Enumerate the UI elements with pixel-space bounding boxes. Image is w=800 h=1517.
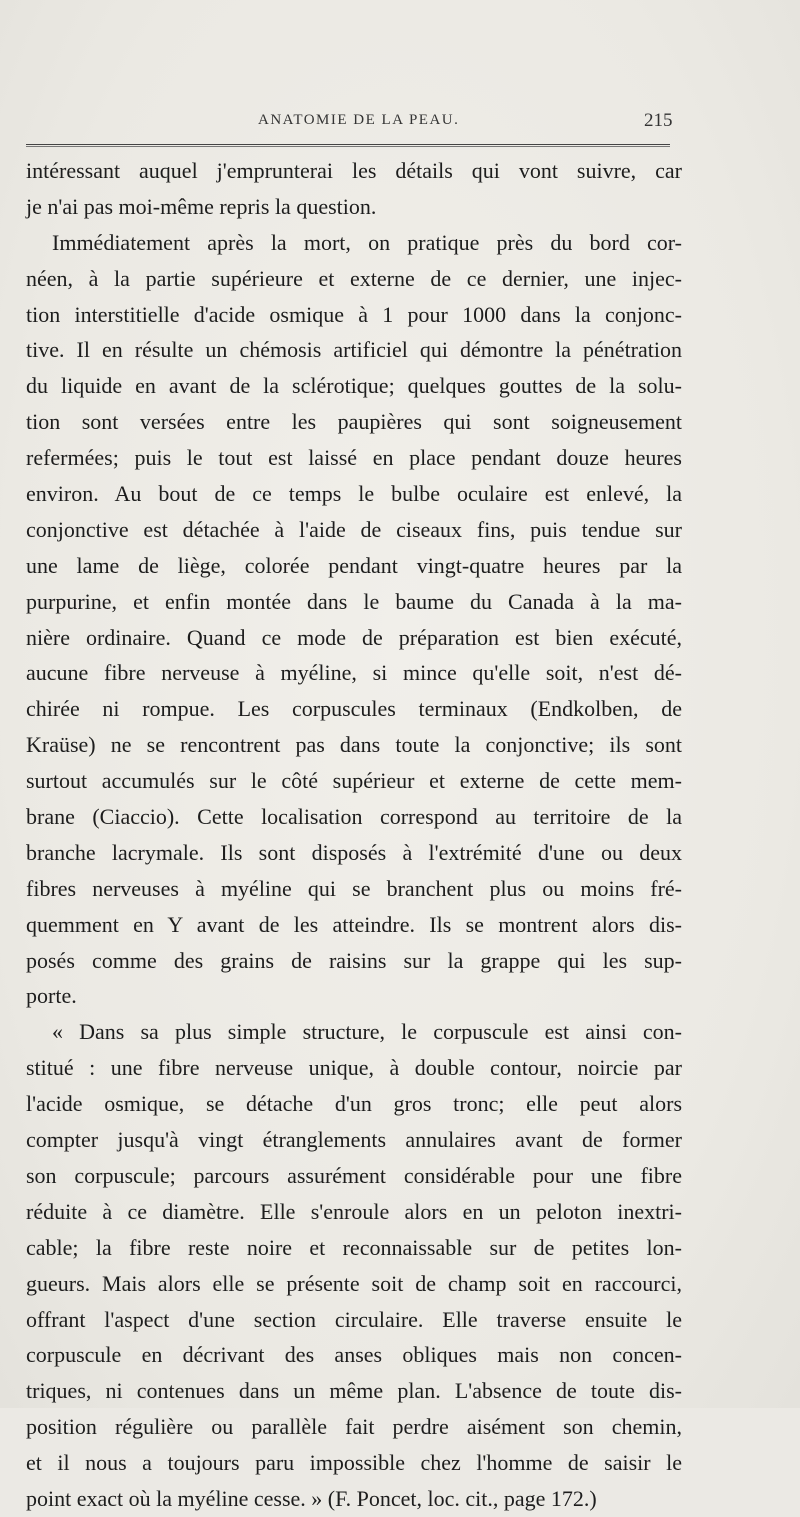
text-line: brane (Ciaccio). Cette localisation correspond au territoire de la <box>26 804 682 830</box>
text-line: son corpuscule; parcours assurément considérable pour une fibre <box>26 1162 682 1188</box>
text-line: réduite à ce diamètre. Elle s'enroule alors en un peloton inextri- <box>26 1198 682 1224</box>
text-line: surtout accumulés sur le côté supérieur et externe de cette mem- <box>26 768 682 794</box>
text-line: chirée ni rompue. Les corpuscules terminaux (Endkolben, de <box>26 696 682 722</box>
text-line: tive. Il en résulte un chémosis artificiel qui démontre la pénétration <box>26 337 682 363</box>
text-line: aucune fibre nerveuse à myéline, si mince qu'elle soit, n'est dé- <box>26 660 682 686</box>
text-line: branche lacrymale. Ils sont disposés à l'extrémité d'une ou deux <box>26 839 682 865</box>
page-number: 215 <box>644 110 673 131</box>
header-rule <box>26 144 670 147</box>
text-line: refermées; puis le tout est laissé en place pendant douze heures <box>26 445 682 471</box>
text-line: posés comme des grains de raisins sur la grappe qui les sup- <box>26 947 682 973</box>
text-line: environ. Au bout de ce temps le bulbe oculaire est enlevé, la <box>26 481 682 507</box>
text-line: gueurs. Mais alors elle se présente soit de champ soit en raccourci, <box>26 1270 682 1296</box>
text-line: fibres nerveuses à myéline qui se branchent plus ou moins fré- <box>26 875 682 901</box>
text-line: quemment en Y avant de les atteindre. Ils se montrent alors dis- <box>26 911 682 937</box>
running-head <box>0 112 800 136</box>
text-line: une lame de liège, colorée pendant vingt-quatre heures par la <box>26 552 682 578</box>
text-line: et il nous a toujours paru impossible chez l'homme de saisir le <box>26 1450 682 1476</box>
text-line: conjonctive est détachée à l'aide de ciseaux fins, puis tendue sur <box>26 516 682 542</box>
text-line: corpuscule en décrivant des anses obliques mais non concen- <box>26 1342 682 1368</box>
body-text <box>26 153 682 1517</box>
running-title: ANATOMIE DE LA PEAU. <box>258 112 460 128</box>
text-line: cable; la fibre reste noire et reconnaissable sur de petites lon- <box>26 1234 682 1260</box>
text-line: stitué : une fibre nerveuse unique, à double contour, noircie par <box>26 1055 682 1081</box>
text-line: purpurine, et enfin montée dans le baume du Canada à la ma- <box>26 588 682 614</box>
text-line: tion sont versées entre les paupières qui sont soigneusement <box>26 409 682 435</box>
text-line: point exact où la myéline cesse. » (F. Poncet, loc. cit., page 172.) <box>26 1485 597 1511</box>
text-line: néen, à la partie supérieure et externe de ce dernier, une injec- <box>26 265 682 291</box>
text-line: nière ordinaire. Quand ce mode de préparation est bien exécuté, <box>26 624 682 650</box>
text-line: porte. <box>26 983 77 1009</box>
text-line: Kraüse) ne se rencontrent pas dans toute la conjonctive; ils sont <box>26 732 682 758</box>
paragraph <box>26 225 682 1015</box>
text-line: offrant l'aspect d'une section circulaire. Elle traverse ensuite le <box>26 1306 682 1332</box>
text-line: du liquide en avant de la sclérotique; quelques gouttes de la solu- <box>26 373 682 399</box>
text-line: compter jusqu'à vingt étranglements annulaires avant de former <box>26 1127 682 1153</box>
paragraph <box>26 1014 682 1516</box>
text-line: tion interstitielle d'acide osmique à 1 pour 1000 dans la conjonc- <box>26 301 682 327</box>
text-line: « Dans sa plus simple structure, le corpuscule est ainsi con- <box>52 1019 682 1045</box>
text-line: je n'ai pas moi-même repris la question. <box>26 193 377 219</box>
text-line: position régulière ou parallèle fait perdre aisément son chemin, <box>26 1414 682 1440</box>
text-line: Immédiatement après la mort, on pratique près du bord cor- <box>52 229 682 255</box>
text-line: intéressant auquel j'emprunterai les détails qui vont suivre, car <box>26 158 682 183</box>
text-line: l'acide osmique, se détache d'un gros tronc; elle peut alors <box>26 1091 682 1117</box>
text-line: triques, ni contenues dans un même plan. L'absence de toute dis- <box>26 1378 682 1404</box>
paragraph <box>26 153 682 225</box>
